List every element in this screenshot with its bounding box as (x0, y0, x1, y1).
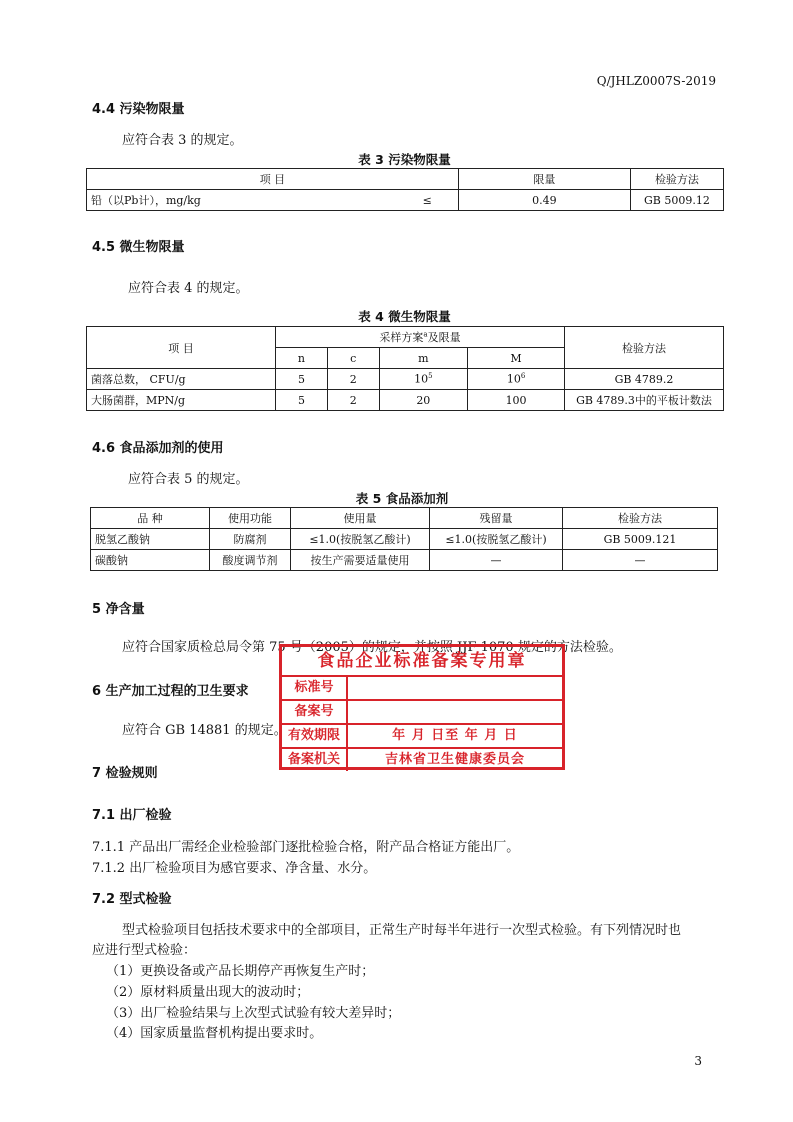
value-exponent: 6 (520, 372, 526, 381)
table-header-cell: 项 目 (87, 169, 459, 190)
table-header-cell: 检验方法 (563, 508, 718, 529)
table-header-cell: M (468, 348, 565, 369)
table-cell: 防腐剂 (210, 529, 291, 550)
table-cell: 100 (468, 390, 565, 411)
list-item: （1）更换设备或产品长期停产再恢复生产时； (106, 964, 375, 979)
table-row (87, 369, 724, 390)
stamp-value (348, 701, 562, 723)
section-heading-6: 6 生产加工过程的卫生要求 (92, 684, 249, 699)
table-header-row (87, 327, 724, 348)
table-header-row (91, 508, 718, 529)
table-row (87, 390, 724, 411)
stamp-row (282, 701, 562, 725)
stamp-row (282, 749, 562, 771)
table-cell: 按生产需要适量使用 (291, 550, 430, 571)
table-5-caption: 表 5 食品添加剂 (355, 491, 449, 506)
section-heading-5: 5 净含量 (92, 602, 145, 617)
section-text-7-2: 型式检验项目包括技术要求中的全部项目，正常生产时每半年进行一次型式检验。有下列情况时也 (122, 923, 682, 938)
section-text-4-6: 应符合表 5 的规定。 (128, 472, 249, 487)
section-heading-4-5: 4.5 微生物限量 (92, 240, 185, 255)
stamp-label: 有效期限 (282, 725, 348, 747)
table-row (91, 529, 718, 550)
table-cell: 5 (276, 369, 328, 390)
table-header-cell: 使用功能 (210, 508, 291, 529)
table-cell (468, 369, 565, 390)
table-header-cell: 品 种 (91, 508, 210, 529)
stamp-title: 食品企业标准备案专用章 (282, 647, 562, 677)
section-heading-4-6: 4.6 食品添加剂的使用 (92, 441, 224, 456)
table-header-cell: 检验方法 (630, 169, 723, 190)
section-text-5: 应符合国家质检总局令第 75 号（2005）的规定，并按照 JJF 1070 规定的方法检验。 (122, 640, 622, 655)
stamp-value: 吉林省卫生健康委员会 (384, 752, 525, 767)
table-header-row (87, 169, 724, 190)
stamp-label: 备案号 (282, 701, 348, 723)
list-item: （2）原材料质量出现大的波动时； (106, 985, 310, 1000)
stamp-row (282, 677, 562, 701)
table-header-cell: 检验方法 (565, 327, 724, 369)
table-cell: GB 5009.12 (630, 190, 723, 211)
table-header-cell: m (379, 348, 468, 369)
table-cell: 20 (379, 390, 468, 411)
table-cell: GB 4789.3中的平板计数法 (565, 390, 724, 411)
table-cell: ≤1.0(按脱氢乙酸计) (291, 529, 430, 550)
section-heading-7: 7 检验规则 (92, 766, 158, 781)
section-text-7-2-cont: 应进行型式检验： (92, 943, 197, 958)
table-header-cell: 项 目 (87, 327, 276, 369)
list-item: （3）出厂检验结果与上次型式试验有较大差异时； (106, 1006, 401, 1021)
table-cell: 菌落总数， CFU/g (87, 369, 276, 390)
table-header-cell: n (276, 348, 328, 369)
value-base: 10 (414, 372, 429, 386)
table-4 (86, 326, 724, 411)
section-heading-7-2: 7.2 型式检验 (92, 892, 172, 907)
table-cell: 酸度调节剂 (210, 550, 291, 571)
section-text-7-1-1: 7.1.1 产品出厂需经企业检验部门逐批检验合格，附产品合格证方能出厂。 (92, 840, 520, 855)
stamp-row (282, 725, 562, 749)
table-header-cell (276, 327, 565, 348)
document-code: Q/JHLZ0007S-2019 (596, 74, 716, 88)
table-cell: 2 (327, 390, 379, 411)
section-text-6: 应符合 GB 14881 的规定。 (122, 723, 287, 738)
stamp-value (348, 677, 562, 699)
table-row (91, 550, 718, 571)
table-cell: 2 (327, 369, 379, 390)
section-heading-4-4: 4.4 污染物限量 (92, 102, 185, 117)
stamp-label: 备案机关 (282, 749, 348, 771)
table-5 (90, 507, 718, 571)
section-text-4-5: 应符合表 4 的规定。 (128, 281, 249, 296)
page-number: 3 (694, 1054, 702, 1068)
table-header-cell: 使用量 (291, 508, 430, 529)
stamp-label: 标准号 (282, 677, 348, 699)
table-cell: 脱氢乙酸钠 (91, 529, 210, 550)
table-3-caption: 表 3 污染物限量 (358, 152, 451, 167)
table-cell: 大肠菌群，MPN/g (87, 390, 276, 411)
table-header-cell: 限量 (458, 169, 630, 190)
table-cell: 0.49 (458, 190, 630, 211)
sampling-header-text: 采样方案 (379, 331, 424, 344)
table-cell: 5 (276, 390, 328, 411)
table-cell: — (430, 550, 563, 571)
value-base: 10 (506, 372, 521, 386)
list-item: （4）国家质量监督机构提出要求时。 (106, 1026, 323, 1041)
table-cell: ≤1.0(按脱氢乙酸计) (430, 529, 563, 550)
section-heading-7-1: 7.1 出厂检验 (92, 808, 172, 823)
stamp-value: 年 月 日至 年 月 日 (392, 728, 518, 743)
table-cell: GB 4789.2 (565, 369, 724, 390)
table-cell: — (563, 550, 718, 571)
table-cell: 碳酸钠 (91, 550, 210, 571)
table-4-caption: 表 4 微生物限量 (358, 309, 451, 324)
sampling-header-suffix: 及限量 (427, 331, 461, 344)
table-header-cell: c (327, 348, 379, 369)
table-cell: GB 5009.121 (563, 529, 718, 550)
table-cell: ≤ (365, 190, 458, 211)
table-cell (379, 369, 468, 390)
filing-seal-stamp (279, 644, 565, 770)
table-row (87, 190, 724, 211)
section-text-7-1-2: 7.1.2 出厂检验项目为感官要求、净含量、水分。 (92, 861, 377, 876)
table-3 (86, 168, 724, 211)
table-cell: 铅（以Pb计），mg/kg (87, 190, 365, 211)
footnote-mark: a (423, 330, 428, 339)
value-exponent: 5 (428, 372, 433, 381)
section-text-4-4: 应符合表 3 的规定。 (122, 133, 243, 148)
table-header-cell: 残留量 (430, 508, 563, 529)
